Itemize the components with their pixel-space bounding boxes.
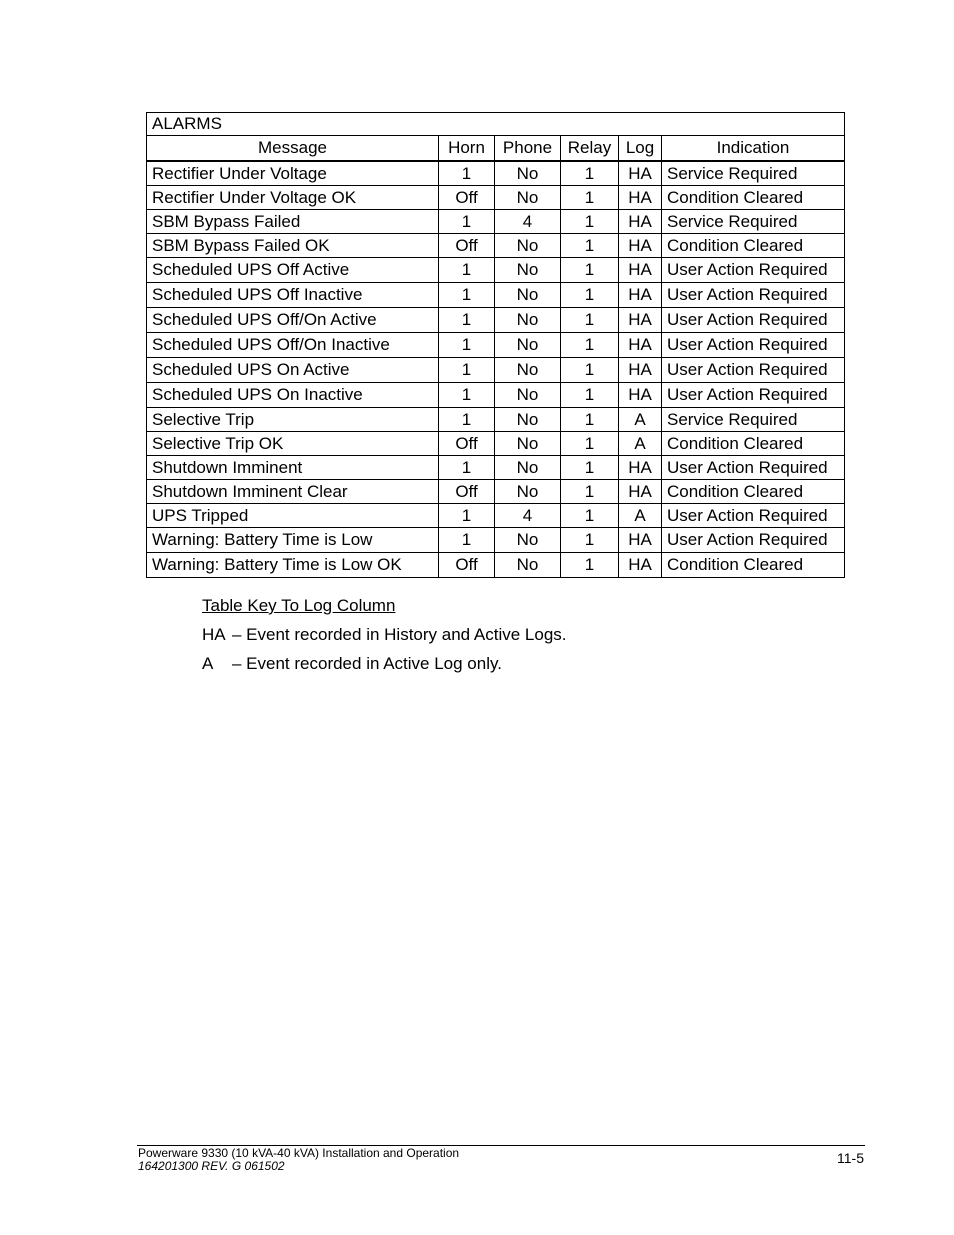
- cell-relay: 1: [561, 258, 619, 283]
- cell-relay: 1: [561, 408, 619, 432]
- cell-indication: User Action Required: [662, 456, 845, 480]
- cell-indication: User Action Required: [662, 283, 845, 308]
- cell-log: HA: [619, 383, 662, 408]
- table-body: [147, 161, 845, 578]
- cell-log: HA: [619, 456, 662, 480]
- table-row: [147, 480, 845, 504]
- cell-horn: 1: [439, 383, 495, 408]
- cell-message: Selective Trip OK: [147, 432, 439, 456]
- cell-phone: No: [495, 383, 561, 408]
- cell-message: Selective Trip: [147, 408, 439, 432]
- cell-indication: Service Required: [662, 210, 845, 234]
- cell-indication: Service Required: [662, 408, 845, 432]
- column-header-message: Message: [147, 136, 439, 162]
- key-a-code: A: [202, 654, 214, 673]
- cell-indication: User Action Required: [662, 504, 845, 528]
- cell-message: Scheduled UPS Off/On Active: [147, 308, 439, 333]
- cell-message: SBM Bypass Failed: [147, 210, 439, 234]
- cell-phone: No: [495, 553, 561, 578]
- cell-phone: 4: [495, 210, 561, 234]
- cell-relay: 1: [561, 358, 619, 383]
- table-row: [147, 333, 845, 358]
- cell-message: Rectifier Under Voltage: [147, 161, 439, 186]
- table-row: [147, 234, 845, 258]
- cell-relay: 1: [561, 210, 619, 234]
- cell-relay: 1: [561, 528, 619, 553]
- cell-indication: User Action Required: [662, 308, 845, 333]
- cell-phone: No: [495, 432, 561, 456]
- cell-message: SBM Bypass Failed OK: [147, 234, 439, 258]
- cell-relay: 1: [561, 161, 619, 186]
- table-title-row: [147, 113, 845, 136]
- table-row: [147, 210, 845, 234]
- cell-indication: User Action Required: [662, 333, 845, 358]
- cell-log: HA: [619, 333, 662, 358]
- cell-log: HA: [619, 186, 662, 210]
- cell-phone: No: [495, 408, 561, 432]
- key-a-text: – Event recorded in Active Log only.: [232, 654, 502, 673]
- cell-log: A: [619, 504, 662, 528]
- cell-indication: User Action Required: [662, 358, 845, 383]
- cell-phone: No: [495, 456, 561, 480]
- cell-log: HA: [619, 358, 662, 383]
- key-ha-entry: [202, 625, 567, 645]
- table-row: [147, 528, 845, 553]
- table-row: [147, 161, 845, 186]
- cell-phone: 4: [495, 504, 561, 528]
- cell-horn: 1: [439, 358, 495, 383]
- cell-phone: No: [495, 308, 561, 333]
- table-row: [147, 432, 845, 456]
- table-row: [147, 383, 845, 408]
- cell-relay: 1: [561, 186, 619, 210]
- cell-phone: No: [495, 333, 561, 358]
- cell-message: UPS Tripped: [147, 504, 439, 528]
- cell-phone: No: [495, 358, 561, 383]
- cell-relay: 1: [561, 333, 619, 358]
- cell-message: Scheduled UPS Off Inactive: [147, 283, 439, 308]
- footer-document-title: Powerware 9330 (10 kVA-40 kVA) Installation and Operation: [138, 1146, 460, 1160]
- cell-relay: 1: [561, 456, 619, 480]
- cell-phone: No: [495, 186, 561, 210]
- table-row: [147, 283, 845, 308]
- cell-indication: User Action Required: [662, 383, 845, 408]
- cell-phone: No: [495, 480, 561, 504]
- cell-horn: Off: [439, 186, 495, 210]
- column-header-phone: Phone: [495, 136, 561, 162]
- column-header-relay: Relay: [561, 136, 619, 162]
- cell-log: HA: [619, 553, 662, 578]
- cell-phone: No: [495, 161, 561, 186]
- cell-relay: 1: [561, 480, 619, 504]
- table-row: [147, 308, 845, 333]
- cell-log: A: [619, 408, 662, 432]
- cell-horn: 1: [439, 504, 495, 528]
- cell-phone: No: [495, 258, 561, 283]
- table-title: ALARMS: [147, 113, 845, 136]
- cell-horn: 1: [439, 408, 495, 432]
- page-number: 11-5: [837, 1150, 864, 1166]
- cell-message: Rectifier Under Voltage OK: [147, 186, 439, 210]
- cell-message: Warning: Battery Time is Low: [147, 528, 439, 553]
- table-header-row: [147, 136, 845, 162]
- cell-log: HA: [619, 210, 662, 234]
- table-row: [147, 456, 845, 480]
- cell-log: HA: [619, 283, 662, 308]
- cell-horn: 1: [439, 456, 495, 480]
- column-header-horn: Horn: [439, 136, 495, 162]
- cell-indication: User Action Required: [662, 258, 845, 283]
- cell-indication: User Action Required: [662, 528, 845, 553]
- key-ha-code: HA: [202, 625, 226, 644]
- cell-horn: Off: [439, 432, 495, 456]
- cell-relay: 1: [561, 308, 619, 333]
- cell-horn: 1: [439, 210, 495, 234]
- key-title: Table Key To Log Column: [202, 596, 396, 615]
- cell-horn: Off: [439, 553, 495, 578]
- cell-relay: 1: [561, 283, 619, 308]
- table-row: [147, 358, 845, 383]
- cell-horn: 1: [439, 258, 495, 283]
- table-row: [147, 408, 845, 432]
- cell-relay: 1: [561, 383, 619, 408]
- cell-horn: Off: [439, 234, 495, 258]
- column-header-log: Log: [619, 136, 662, 162]
- cell-phone: No: [495, 234, 561, 258]
- cell-relay: 1: [561, 432, 619, 456]
- cell-horn: 1: [439, 333, 495, 358]
- cell-message: Scheduled UPS Off/On Inactive: [147, 333, 439, 358]
- cell-log: A: [619, 432, 662, 456]
- cell-log: HA: [619, 480, 662, 504]
- cell-indication: Condition Cleared: [662, 186, 845, 210]
- cell-message: Scheduled UPS On Active: [147, 358, 439, 383]
- cell-log: HA: [619, 234, 662, 258]
- cell-indication: Condition Cleared: [662, 553, 845, 578]
- table-row: [147, 258, 845, 283]
- cell-message: Scheduled UPS On Inactive: [147, 383, 439, 408]
- cell-indication: Condition Cleared: [662, 432, 845, 456]
- cell-log: HA: [619, 308, 662, 333]
- cell-horn: 1: [439, 308, 495, 333]
- cell-log: HA: [619, 528, 662, 553]
- table-row: [147, 186, 845, 210]
- key-ha-text: – Event recorded in History and Active Logs.: [232, 625, 567, 644]
- alarms-table: [146, 112, 845, 578]
- cell-message: Scheduled UPS Off Active: [147, 258, 439, 283]
- cell-horn: 1: [439, 161, 495, 186]
- footer-revision: 164201300 REV. G 061502: [138, 1159, 285, 1173]
- cell-relay: 1: [561, 504, 619, 528]
- cell-log: HA: [619, 161, 662, 186]
- cell-horn: 1: [439, 283, 495, 308]
- cell-message: Warning: Battery Time is Low OK: [147, 553, 439, 578]
- cell-indication: Condition Cleared: [662, 234, 845, 258]
- cell-relay: 1: [561, 553, 619, 578]
- cell-horn: 1: [439, 528, 495, 553]
- table-row: [147, 553, 845, 578]
- cell-phone: No: [495, 528, 561, 553]
- cell-message: Shutdown Imminent: [147, 456, 439, 480]
- cell-message: Shutdown Imminent Clear: [147, 480, 439, 504]
- cell-log: HA: [619, 258, 662, 283]
- cell-indication: Condition Cleared: [662, 480, 845, 504]
- cell-indication: Service Required: [662, 161, 845, 186]
- column-header-indication: Indication: [662, 136, 845, 162]
- cell-relay: 1: [561, 234, 619, 258]
- table-row: [147, 504, 845, 528]
- key-a-entry: [202, 654, 502, 674]
- cell-phone: No: [495, 283, 561, 308]
- cell-horn: Off: [439, 480, 495, 504]
